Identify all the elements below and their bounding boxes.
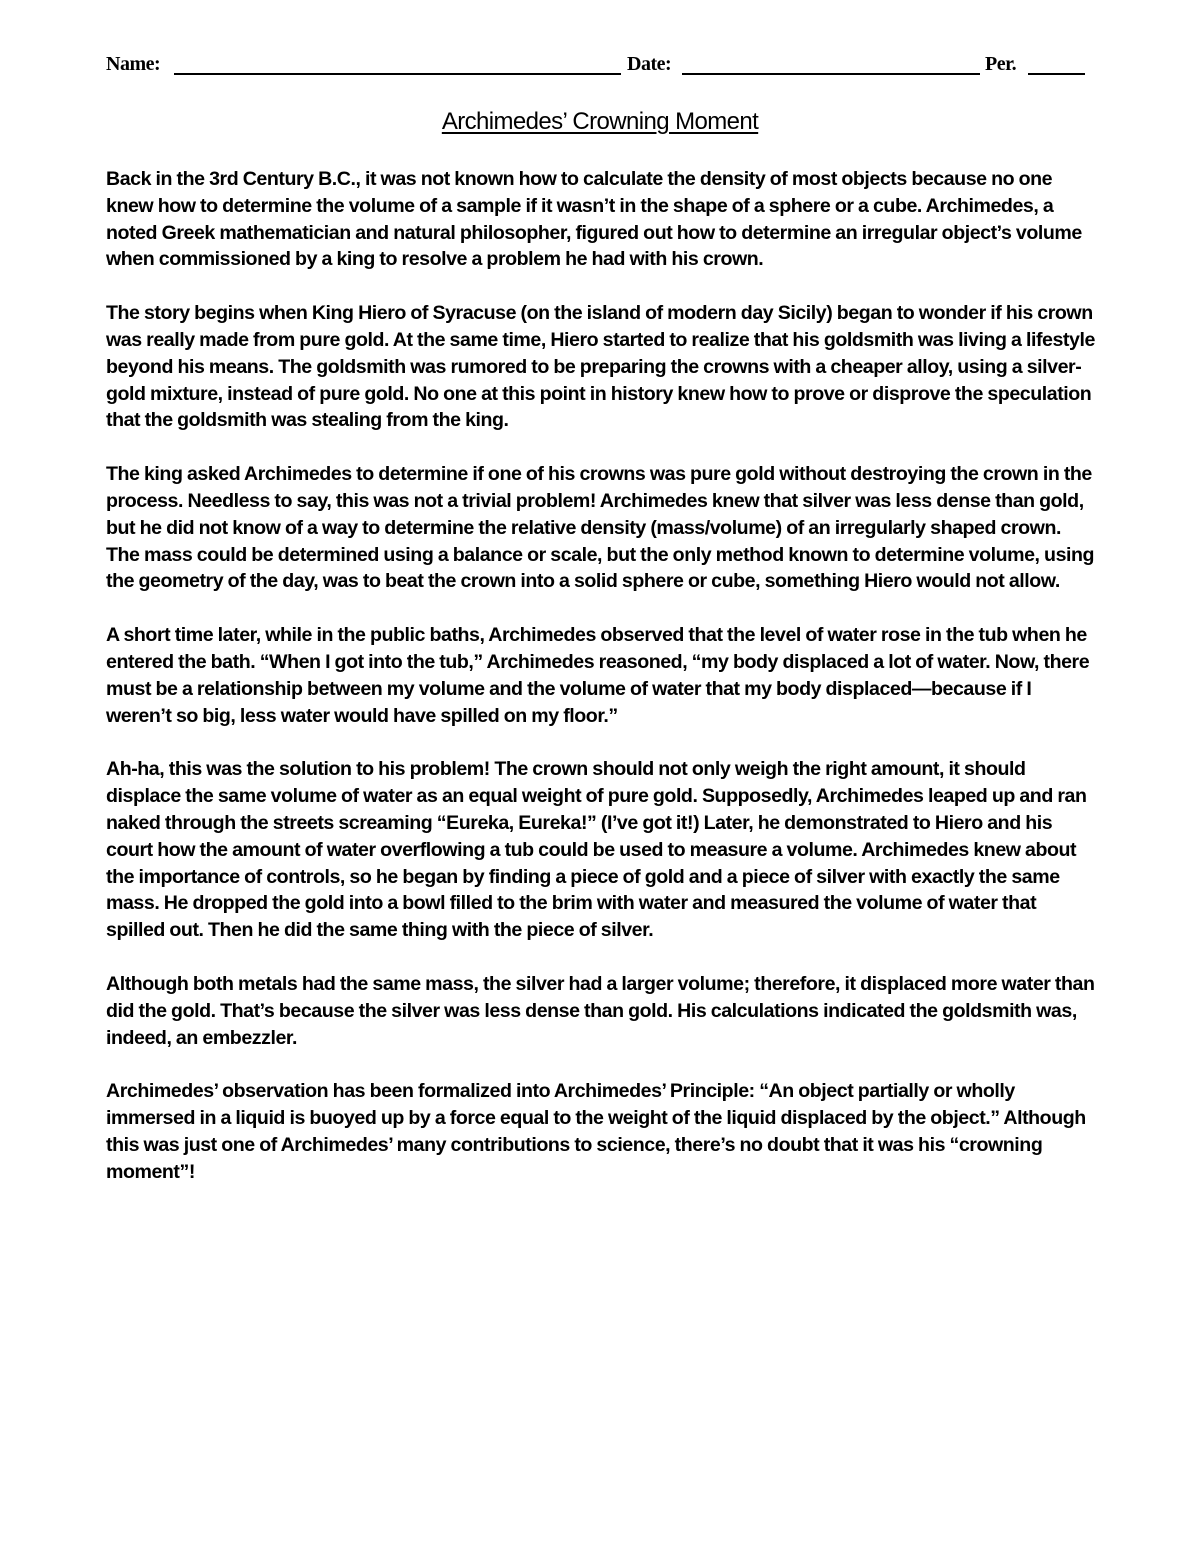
student-info-header: [106, 52, 1088, 82]
paragraph-7: Archimedes’ observation has been formalized into Archimedes’ Principle: “An object partially or wholly immersed in a liquid is buoyed up by a force equal to the weight of the liquid displaced by the object.” Although this was just one of Archimedes’ many contributions to science, there’s no doubt that it was his “crowning moment”!: [106, 1080, 1086, 1183]
paragraph-5: Ah-ha, this was the solution to his problem! The crown should not only weigh the right amount, it should displace the same volume of water as an equal weight of pure gold. Supposedly, Archimedes leaped up and ran naked through the streets screaming “Eureka, Eureka!” (I’ve got it!) Later, he demonstrated to Hiero and his court how the amount of water overflowing a tub could be used to measure a volume. Archimedes knew about the importance of controls, so he began by finding a piece of gold and a piece of silver with exactly the same mass. He dropped the gold into a bowl filled to the brim with water and measured the volume of water that spilled out. Then he did the same thing with the piece of silver.: [106, 758, 1087, 942]
name-blank-line: [174, 73, 621, 75]
page-title: Archimedes’ Crowning Moment: [441, 108, 759, 135]
period-blank-line: [1028, 73, 1085, 75]
paragraph-3: The king asked Archimedes to determine if one of his crowns was pure gold without destroying the crown in the process. Needless to say, this was not a trivial problem! Archimedes knew that silver was less dense than gold, but he did not know of a way to determine the relative density (mass/volume) of an irregularly shaped crown. The mass could be determined using a balance or scale, but the only method known to determine volume, using the geometry of the day, was to beat the crown into a solid sphere or cube, something Hiero would not allow.: [106, 463, 1095, 593]
date-blank-line: [682, 73, 980, 75]
paragraph-1: Back in the 3rd Century B.C., it was not known how to calculate the density of most objects because no one knew how to determine the volume of a sample if it wasn’t in the shape of a sphere or a cube. Archimedes, a noted Greek mathematician and natural philosopher, figured out how to determine an irregular object’s volume when commissioned by a king to resolve a problem he had with his crown.: [106, 168, 1082, 271]
paragraph-6: Although both metals had the same mass, the silver had a larger volume; therefore, it displaced more water than did the gold. That’s because the silver was less dense than gold. His calculations indicated the goldsmith was, indeed, an embezzler.: [106, 972, 1095, 1049]
paragraph-4: A short time later, while in the public baths, Archimedes observed that the level of water rose in the tub when he entered the bath. “When I got into the tub,” Archimedes reasoned, “my body displaced a lot of water. Now, there must be a relationship between my volume and the volume of water that my body displaced—because if I weren’t so big, less water would have spilled on my floor.”: [106, 624, 1090, 727]
date-label: Date:: [627, 53, 672, 75]
paragraph-2: The story begins when King Hiero of Syracuse (on the island of modern day Sicily) began to wonder if his crown was really made from pure gold. At the same time, Hiero started to realize that his goldsmith was living a lifestyle beyond his means. The goldsmith was rumored to be preparing the crowns with a cheaper alloy, using a silver-gold mixture, instead of pure gold. No one at this point in history knew how to prove or disprove the speculation that the goldsmith was stealing from the king.: [106, 302, 1095, 432]
article-body: [106, 166, 1096, 1213]
period-label: Per.: [985, 53, 1017, 75]
name-label: Name:: [106, 53, 161, 75]
